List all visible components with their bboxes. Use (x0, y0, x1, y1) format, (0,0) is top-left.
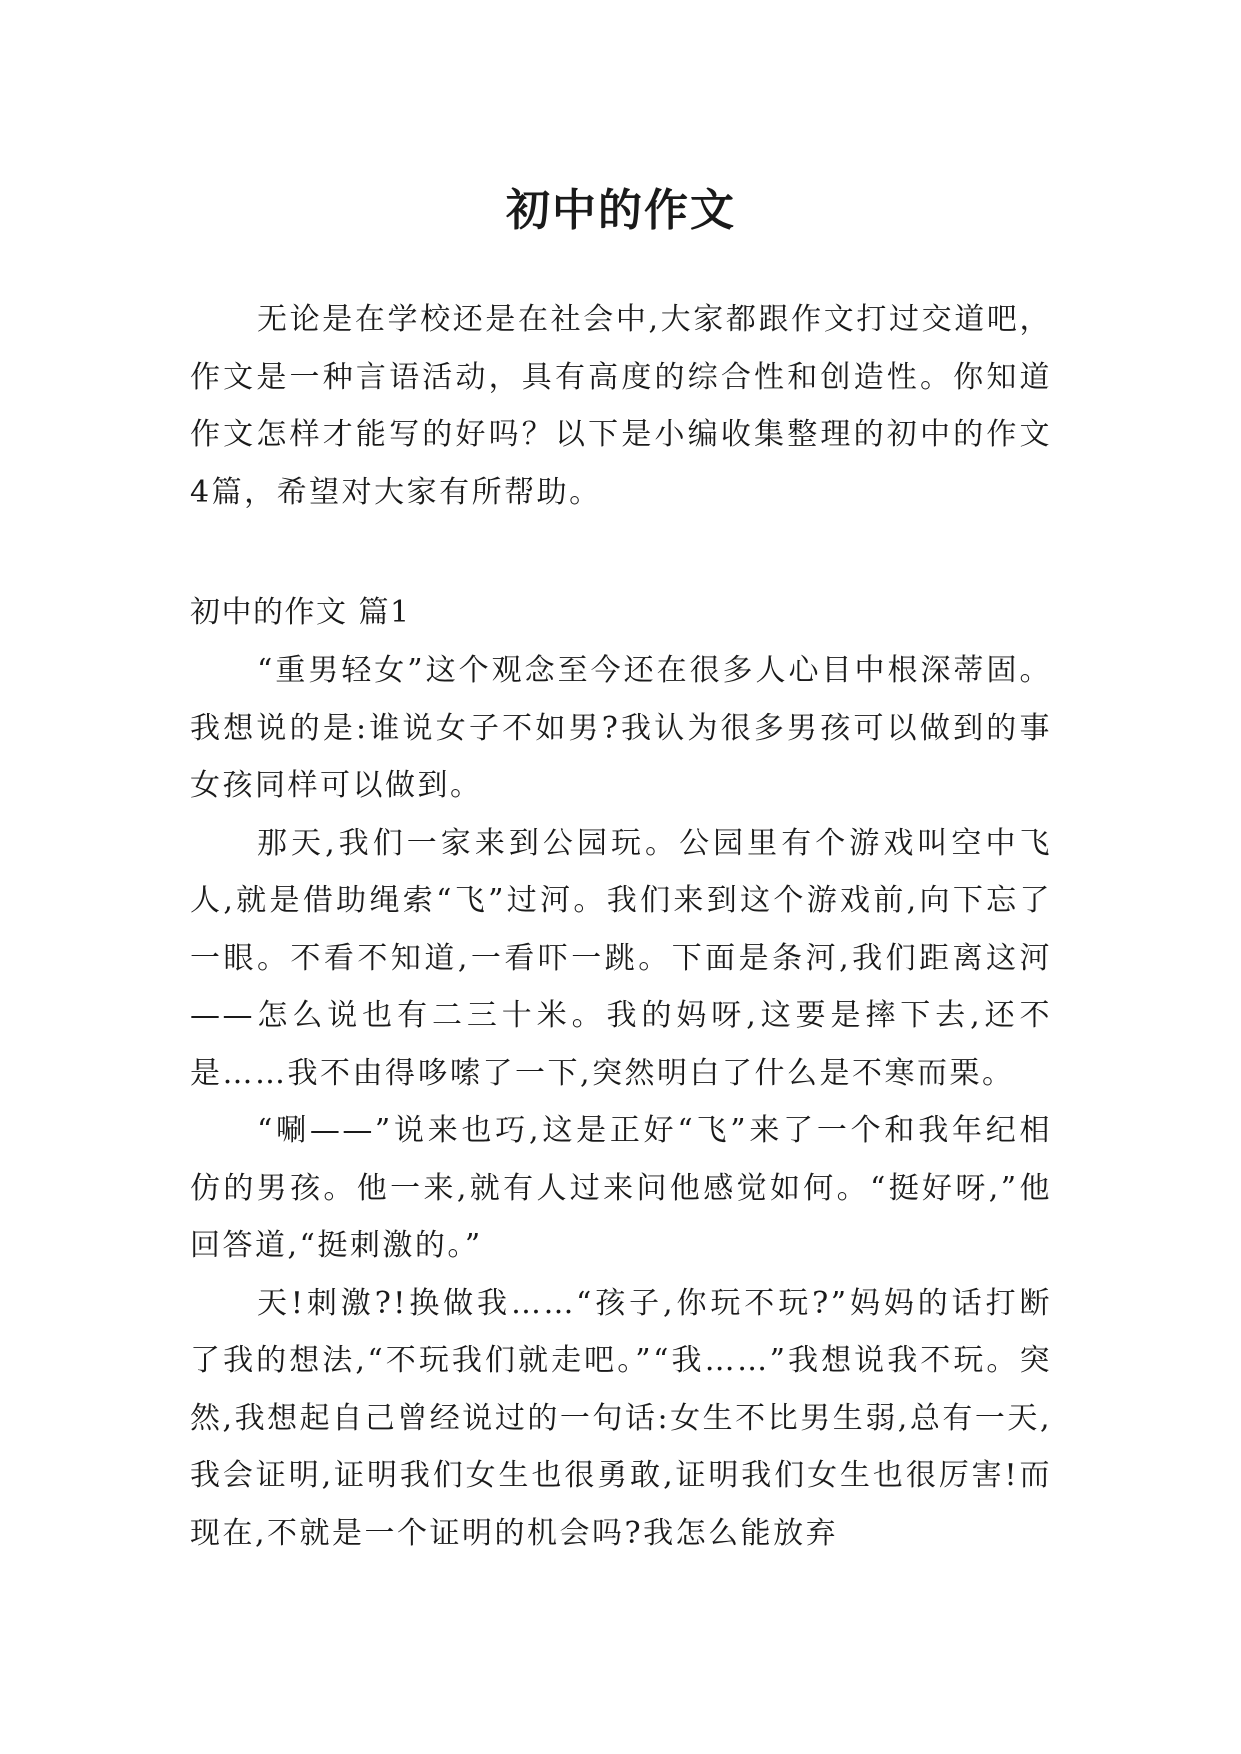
essay-paragraph: “唰——”说来也巧,这是正好“飞”来了一个和我年纪相仿的男孩。他一来,就有人过来问他感觉如何。“挺好呀,”他回答道,“挺刺激的。” (190, 1113, 1052, 1263)
intro-paragraph: 无论是在学校还是在社会中,大家都跟作文打过交道吧，作文是一种言语活动，具有高度的综合性和创造性。你知道作文怎样才能写的好吗？以下是小编收集整理的初中的作文4篇，希望对大家有所帮助。 (190, 302, 1052, 510)
page-title: 初中的作文 (506, 185, 736, 237)
essay-paragraph: “重男轻女”这个观念至今还在很多人心目中根深蒂固。我想说的是:谁说女子不如男?我认为很多男孩可以做到的事女孩同样可以做到。 (190, 653, 1052, 803)
essay-body (190, 642, 1052, 1562)
essay-paragraph: 天!刺激?!换做我……“孩子,你玩不玩?”妈妈的话打断了我的想法,“不玩我们就走吧。”“我……”我想说我不玩。突然,我想起自己曾经说过的一句话:女生不比男生弱,总有一天,我会证明,证明我们女生也很勇敢,证明我们女生也很厉害!而现在,不就是一个证明的机会吗?我怎么能放弃 (190, 1285, 1052, 1551)
section-heading: 初中的作文 篇1 (190, 595, 411, 630)
essay-paragraph: 那天,我们一家来到公园玩。公园里有个游戏叫空中飞人,就是借助绳索“飞”过河。我们来到这个游戏前,向下忘了一眼。不看不知道,一看吓一跳。下面是条河,我们距离这河——怎么说也有二三十米。我的妈呀,这要是摔下去,还不是……我不由得哆嗦了一下,突然明白了什么是不寒而栗。 (190, 825, 1052, 1091)
